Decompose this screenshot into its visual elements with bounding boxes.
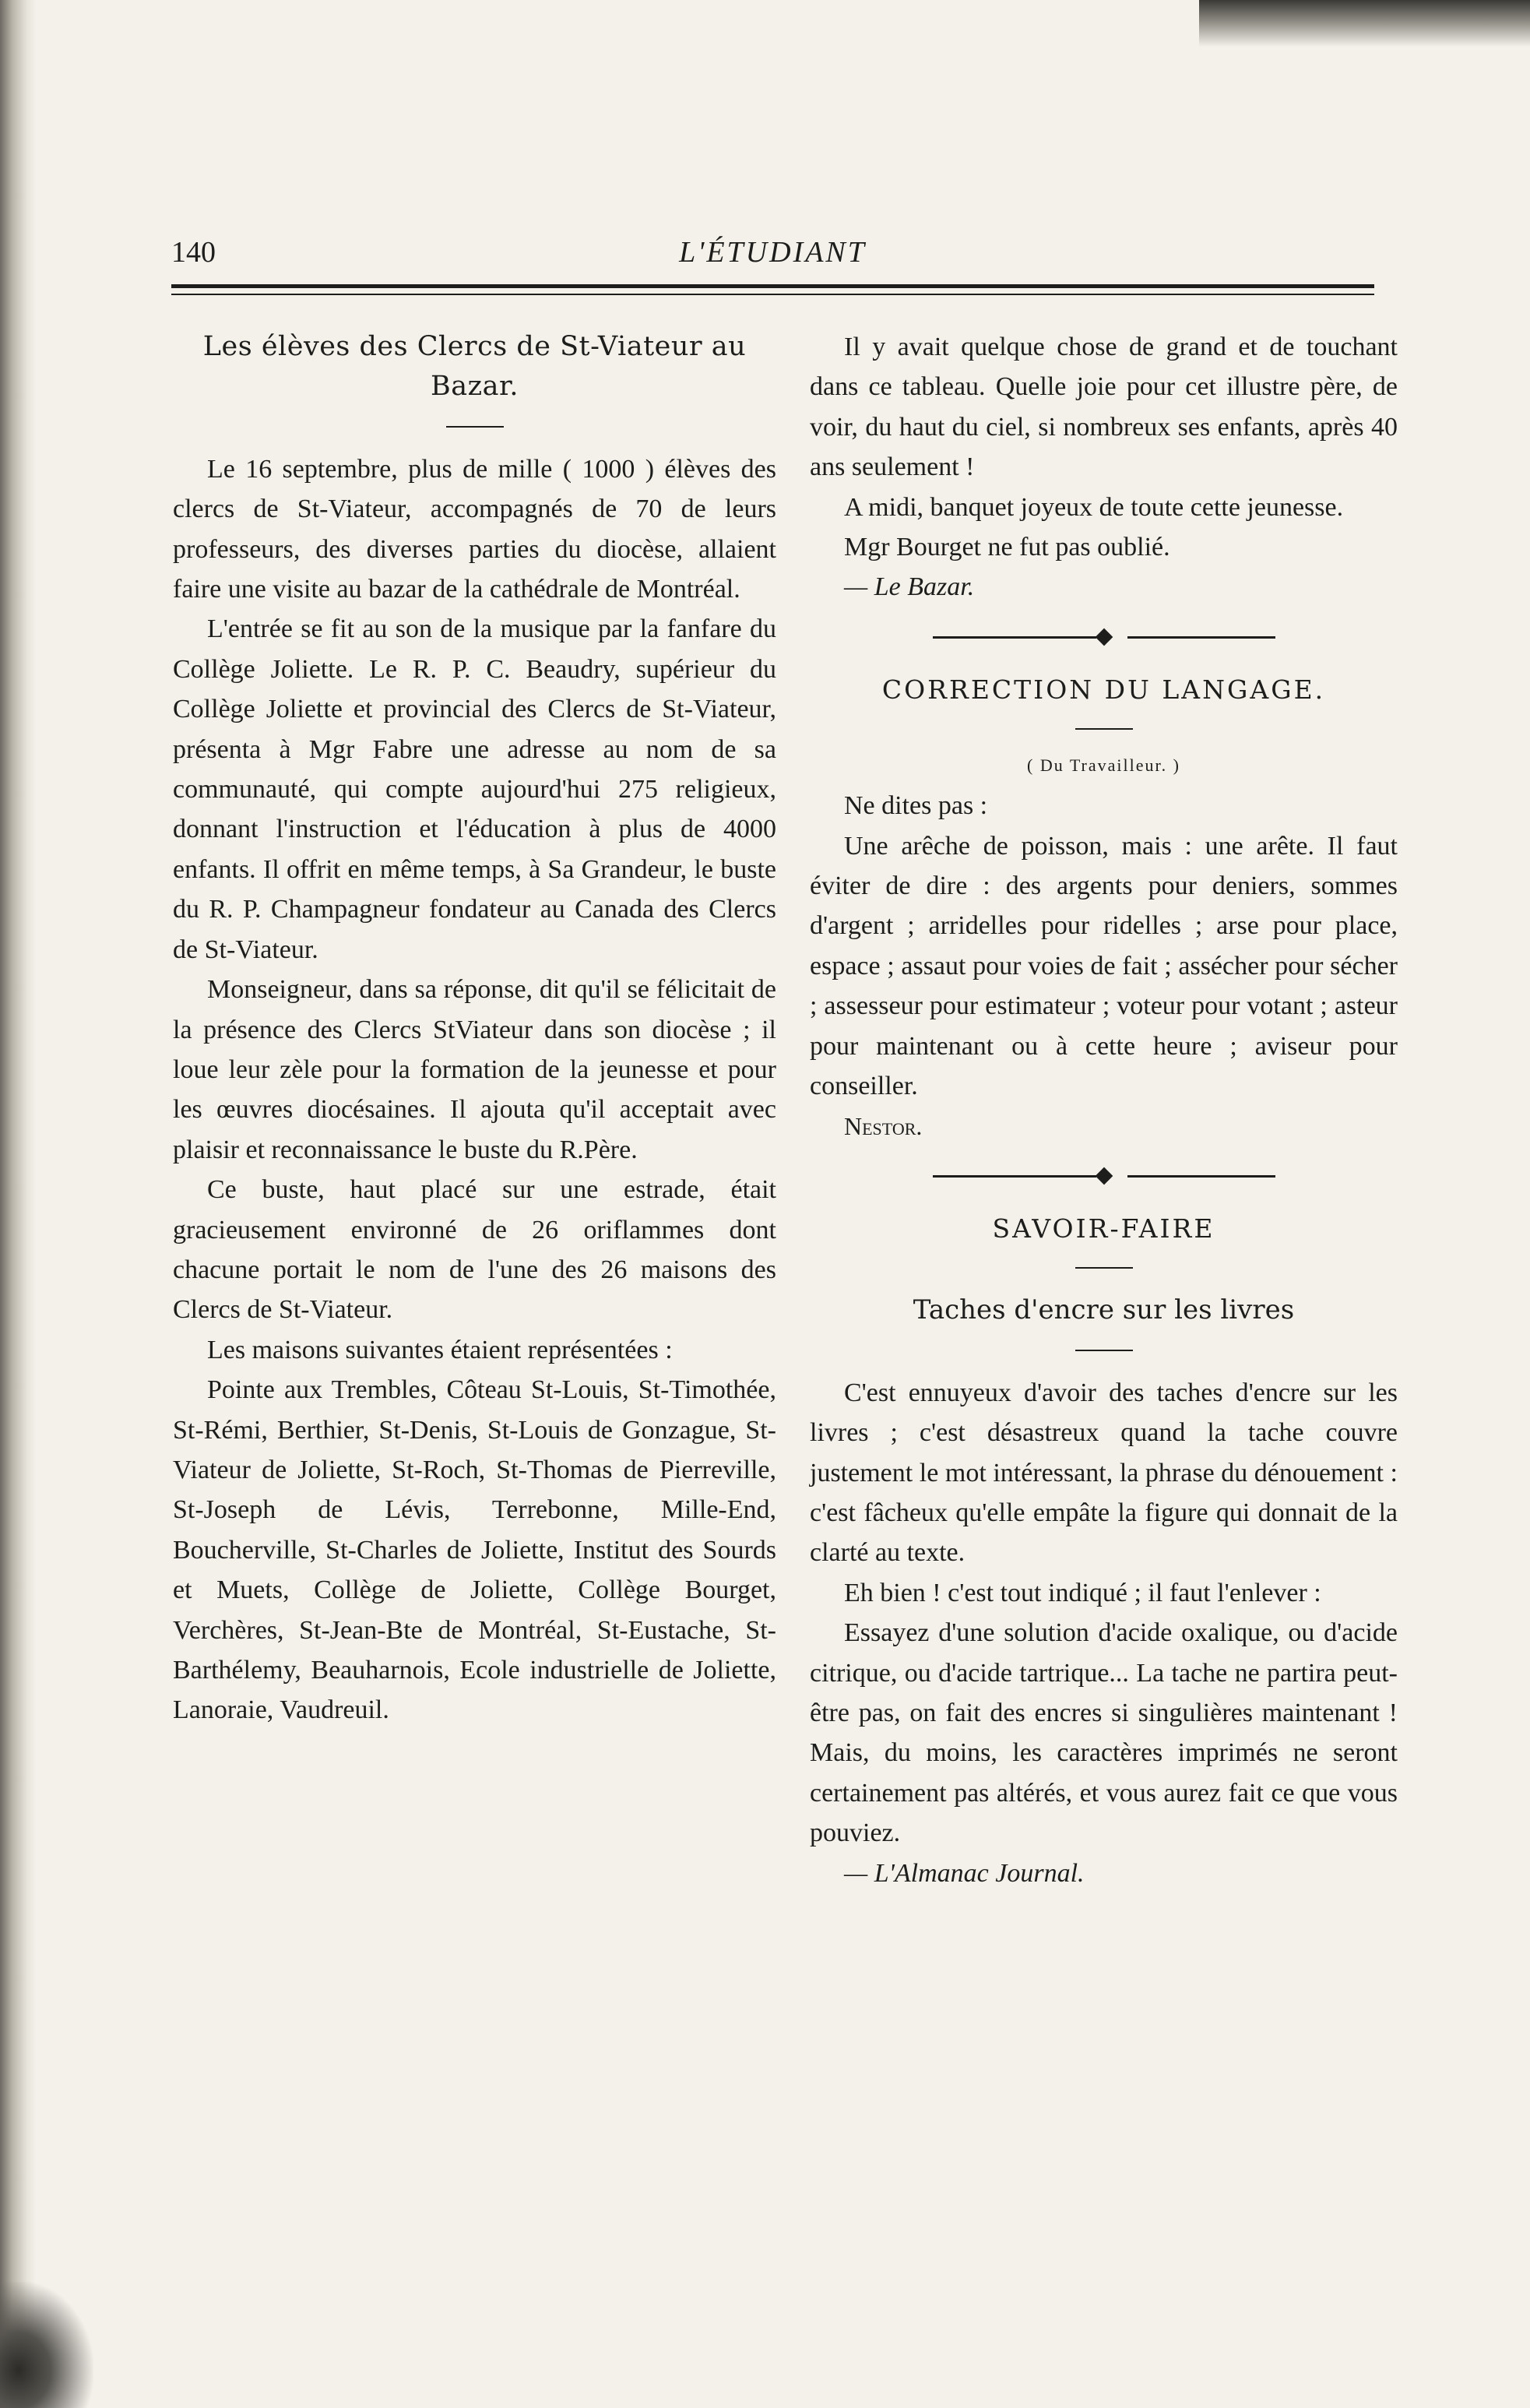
running-title: L'ÉTUDIANT [679, 236, 867, 269]
section-paragraph: Eh bien ! c'est tout indiqué ; il faut l'enlever : [844, 1578, 1321, 1607]
section-subtitle: Taches d'encre sur les livres [913, 1294, 1295, 1326]
page-edge-shadow [0, 0, 36, 2408]
section-ornament [902, 621, 1307, 653]
section-paragraph: Essayez d'une solution d'acide oxalique, ou d'acide citrique, ou d'acide tartrique... La tache ne partira peut-être pas, on fait des encres si singulières maintenant ! Mais, du moins, les caractères imprimés ne seront certainement pas altérés, et vous aurez fait ce que vous pouviez. [810, 1618, 1398, 1848]
ink-blot [0, 2282, 93, 2408]
page-number: 140 [171, 236, 216, 269]
title-dash [1075, 1267, 1133, 1269]
article-paragraph: Monseigneur, dans sa réponse, dit qu'il se félicitait de la présence des Clercs StViateur dans son diocèse ; il loue leur zèle pour la formation de la jeunesse et pour les œuvres diocésaines. Il ajouta qu'il acceptait avec plaisir et reconnaissance le buste du R.Père. [173, 975, 776, 1164]
section-signature: — L'Almanac Journal. [844, 1858, 1085, 1888]
article-paragraph: Les maisons suivantes étaient représentées : [207, 1335, 673, 1364]
article-title: Les élèves des Clercs de St-Viateur au Bazar. [202, 331, 747, 403]
header-rule-thin [171, 294, 1374, 295]
title-dash [446, 426, 504, 428]
title-dash [1075, 1350, 1133, 1351]
section-signature: Nestor. [844, 1111, 923, 1140]
page-header [171, 235, 1374, 282]
article-signature: — Le Bazar. [844, 572, 975, 602]
section-ornament [902, 1160, 1307, 1192]
article-paragraph: Le 16 septembre, plus de mille ( 1000 ) élèves des clercs de St-Viateur, accompagnés de 70 de leurs professeurs, des diverses parties du diocèse, allaient faire une visite au bazar de la cathédrale de Montréal. [173, 454, 776, 604]
right-column [810, 327, 1398, 1893]
article-paragraph: Pointe aux Trembles, Côteau St-Louis, St-Timothée, St-Rémi, Berthier, St-Denis, St-Louis de Gonzague, St-Viateur de Joliette, St-Roch, St-Thomas de Pierreville, St-Joseph de Lévis, Terrebonne, Mille-End, Boucherville, St-Charles de Joliette, Institut des Sourds et Muets, Collège de Joliette, Collège Bourget, Verchères, St-Jean-Bte de Montréal, St-Eustache, St-Barthélemy, Beauharnois, Ecole industrielle de Joliette, Lanoraie, Vaudreuil. [173, 1375, 776, 1725]
article-paragraph: Mgr Bourget ne fut pas oublié. [844, 533, 1170, 562]
left-column [173, 327, 776, 1730]
section-intro: Ne dites pas : [844, 791, 988, 821]
article-paragraph: L'entrée se fit au son de la musique par la fanfare du Collège Joliette. Le R. P. C. Beaudry, supérieur du Collège Joliette et provincial des Clercs de St-Viateur, présenta à Mgr Fabre une adresse au nom de sa communauté, qui compte aujourd'hui 275 religieux, donnant l'instruction et l'éducation à plus de 4000 enfants. Il offrit en même temps, à Sa Grandeur, le buste du R. P. Champagneur fondateur au Canada des Clercs de St-Viateur. [173, 614, 776, 964]
section-title-correction: CORRECTION DU LANGAGE. [881, 674, 1326, 705]
section-paragraph: Une arêche de poisson, mais : une arête. Il faut éviter de dire : des argents pour deniers, sommes d'argent ; arridelles pour ridelles ; arse pour place, espace ; assaut pour voies de fait ; assécher pour sécher ; assesseur pour estimateur ; voteur pour votant ; asteur pour maintenant ou à cette heure ; aviseur pour conseiller. [810, 831, 1398, 1101]
article-paragraph: A midi, banquet joyeux de toute cette jeunesse. [844, 492, 1344, 522]
page-corner-shadow [1199, 0, 1530, 47]
section-title-savoir-faire: SAVOIR-FAIRE [992, 1213, 1215, 1244]
article-paragraph: Il y avait quelque chose de grand et de touchant dans ce tableau. Quelle joie pour cet illustre père, de voir, du haut du ciel, si nombreux ses enfants, après 40 ans seulement ! [810, 333, 1398, 482]
header-rule-thick [171, 284, 1374, 288]
article-paragraph: Ce buste, haut placé sur une estrade, était gracieusement environné de 26 oriflammes dont chacune portait le nom de l'une des 26 maisons des Clercs de St-Viateur. [173, 1175, 776, 1325]
section-paragraph: C'est ennuyeux d'avoir des taches d'encre sur les livres ; c'est désastreux quand la tache couvre justement le mot intéressant, la phrase du dénouement : c'est fâcheux qu'elle empâte la figure qui donnait de la clarté au texte. [810, 1378, 1398, 1568]
title-dash [1075, 728, 1133, 730]
section-source: ( Du Travailleur. ) [1027, 755, 1180, 776]
